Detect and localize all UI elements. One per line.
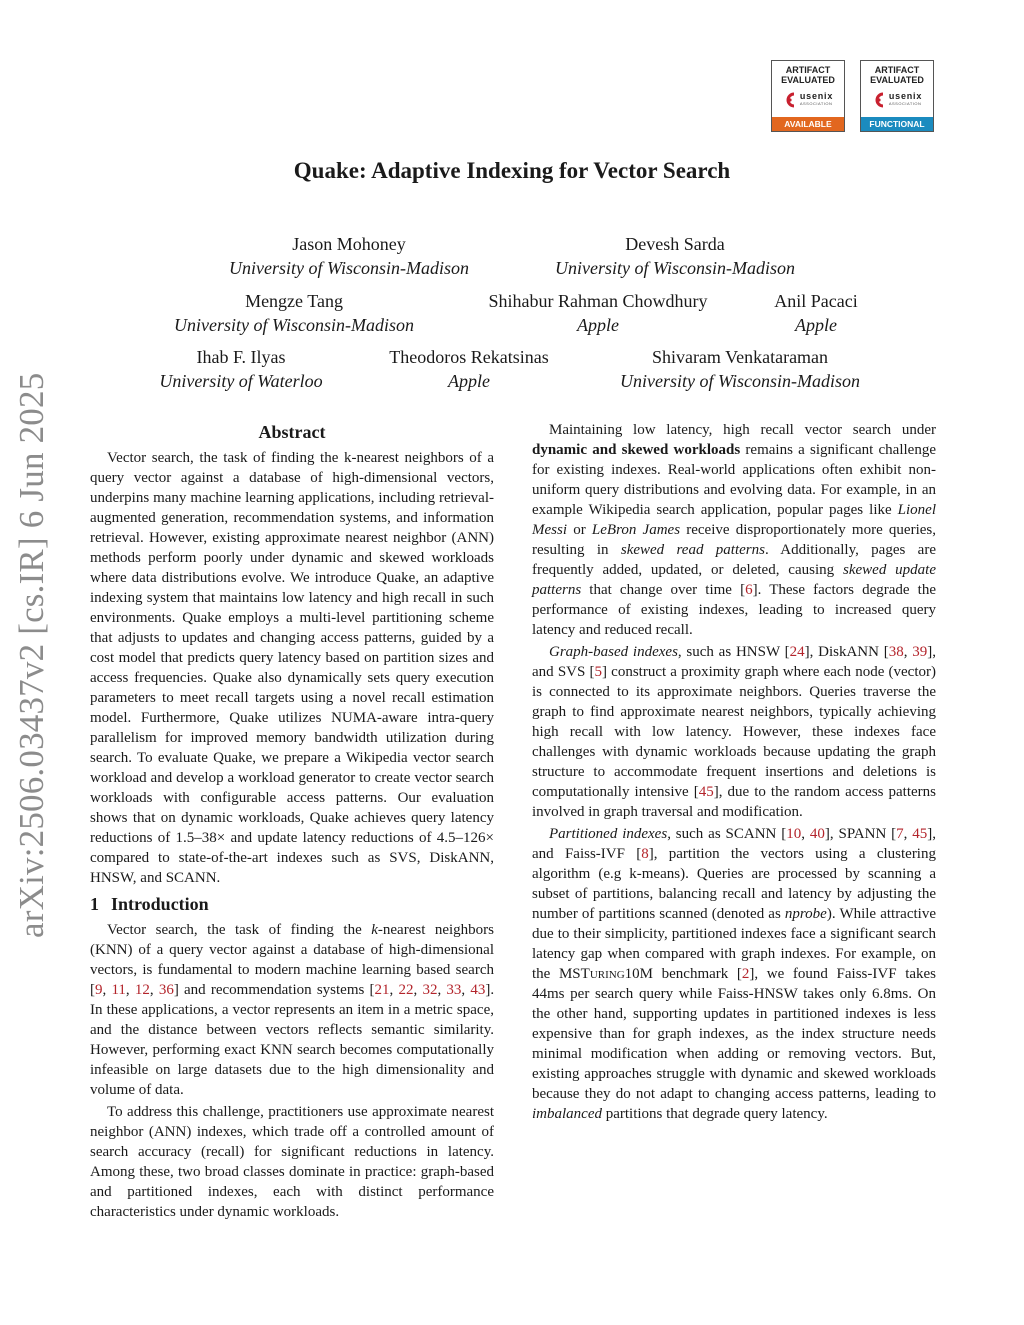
author-affiliation: University of Wisconsin-Madison — [174, 315, 414, 335]
author-block — [590, 345, 890, 393]
citation-link[interactable]: 43 — [470, 982, 486, 998]
citation-link[interactable]: 32 — [422, 982, 438, 998]
right-column — [532, 420, 936, 1124]
author-affiliation: University of Waterloo — [159, 371, 323, 391]
author-name: Anil Pacaci — [774, 291, 858, 311]
badge-org-sub: ASSOCIATION — [888, 101, 922, 106]
intro-paragraph-5: Partitioned indexes, such as SCANN [10, 40], SPANN [7, 45], and Faiss-IVF [8], partition the vectors using a clustering algorithm (e.g k-means). Queries are processed by scanning a subset of partitions, balancing recall and latency by adjusting the number of partitions scanned (denoted as nprobe). While attractive due to their simplicity, partitioned indexes face a significant search latency gap when compared with graph indexes. For example, on the MSTuring10M benchmark [2], we found Faiss-IVF takes 44ms per search query while Faiss-HNSW takes only 6.8ms. On the other hand, supporting updates in partitioned indexes is less expensive than for graph indexes, as the index structure needs minimal modification when adding or removing vectors. But, existing approaches struggle with dynamic and skewed workloads because they do not adapt to changing access patterns, leading to imbalanced partitions that degrade query latency. — [532, 826, 937, 1122]
citation-link[interactable]: 10 — [786, 826, 802, 842]
citation-link[interactable]: 38 — [888, 644, 904, 660]
section-number: 1 — [90, 894, 99, 914]
abstract-heading: Abstract — [258, 422, 326, 442]
citation-link[interactable]: 36 — [158, 982, 174, 998]
intro-paragraph-4: Graph-based indexes, such as HNSW [24], DiskANN [38, 39], and SVS [5] construct a proximity graph where each node (vector) is connected to its approximate neighbors. Queries traverse the graph to find approximate nearest neighbors, typically achieving high recall with low latency. However, these indexes face challenges with dynamic workloads because updating the graph structure to accommodate frequent insertions and deletions is computationally intensive [45], due to the random access patterns involved in graph traversal and modification. — [532, 644, 937, 820]
citation-link[interactable]: 5 — [594, 664, 602, 680]
paper-title: Quake: Adaptive Indexing for Vector Search — [293, 158, 731, 183]
badge-line1: ARTIFACT — [874, 65, 920, 75]
citation-link[interactable]: 9 — [95, 982, 103, 998]
citation-link[interactable]: 2 — [741, 966, 750, 982]
section-title: Introduction — [111, 894, 209, 914]
badge-status: FUNCTIONAL — [861, 117, 933, 131]
author-block — [144, 289, 444, 337]
badge-status: AVAILABLE — [772, 117, 844, 131]
artifact-badge-available — [771, 60, 845, 132]
usenix-logo-icon — [872, 92, 886, 108]
intro-paragraph-3: Maintaining low latency, high recall vector search under dynamic and skewed workloads remains a significant challenge for existing indexes. Real-world applications often exhibit non-uniform query distributions and evolving data. For example, in an example Wikipedia search application, popular pages like Lionel Messi or LeBron James receive disproportionately more queries, resulting in skewed read patterns. Additionally, pages are frequently added, updated, or deleted, causing skewed update patterns that change over time [6]. These factors degrade the performance of existing indexes, leading to increased query latency and reduced recall. — [532, 422, 937, 638]
badge-line1: ARTIFACT — [785, 65, 831, 75]
usenix-logo-icon — [783, 92, 797, 108]
badge-line2: EVALUATED — [870, 75, 924, 85]
author-affiliation: University of Wisconsin-Madison — [555, 258, 795, 278]
citation-link[interactable]: 40 — [809, 826, 825, 842]
citation-link[interactable]: 6 — [745, 582, 753, 598]
author-block — [136, 345, 346, 393]
author-block — [200, 232, 498, 280]
badge-line2: EVALUATED — [781, 75, 835, 85]
artifact-badge-functional — [860, 60, 934, 132]
author-affiliation: Apple — [577, 315, 619, 335]
author-name: Theodoros Rekatsinas — [389, 347, 549, 367]
citation-link[interactable]: 45 — [698, 784, 714, 800]
citation-link[interactable]: 45 — [912, 826, 928, 842]
author-affiliation: Apple — [795, 315, 837, 335]
intro-paragraph-2: To address this challenge, practitioners use approximate nearest neighbor (ANN) indexes, which trade off a controlled amount of search accuracy (recall) for significant reductions in latency. Among these, two broad classes dominate in practice: graph-based and partitioned indexes, each with distinct performance characteristics under dynamic workloads. — [90, 1104, 494, 1220]
left-column — [90, 420, 494, 1222]
citation-link[interactable]: 33 — [446, 982, 462, 998]
author-name: Mengze Tang — [245, 291, 343, 311]
author-name: Devesh Sarda — [625, 234, 725, 254]
abstract-text: Vector search, the task of finding the k-nearest neighbors of a query vector against a database of high-dimensional vectors, underpins many machine learning applications, including retrieval-augmented generation, recommendation systems, and information retrieval. However, existing approximate nearest neighbor (ANN) methods perform poorly under dynamic and skewed workloads where data distributions evolve. We introduce Quake, an adaptive indexing system that maintains low latency and high recall in such environments. Quake employs a multi-level partitioning scheme that adjusts to updates and changing access patterns, guided by a cost model that predicts query latency based on partition sizes and access frequencies. Quake also dynamically sets query execution parameters to meet recall targets using a novel recall estimation model. Furthermore, Quake utilizes NUMA-aware intra-query parallelism for improved memory bandwidth utilization during search. To evaluate Quake, we prepare a Wikipedia vector search workload and develop a workload generator to create vector search workloads with configurable access patterns. Our evaluation shows that on dynamic workloads, Quake achieves query latency reductions of 1.5–38× and update latency reductions of 4.5–126× compared to state-of-the-art indexes such as SVS, DiskANN, HNSW, and SCANN. — [90, 450, 494, 886]
author-block — [364, 345, 574, 393]
author-block — [526, 232, 824, 280]
author-affiliation: University of Wisconsin-Madison — [620, 371, 860, 391]
author-affiliation: Apple — [448, 371, 490, 391]
citation-link[interactable]: 7 — [896, 826, 904, 842]
section-heading-introduction — [90, 892, 494, 916]
citation-link[interactable]: 39 — [912, 644, 928, 660]
author-affiliation: University of Wisconsin-Madison — [229, 258, 469, 278]
arxiv-identifier: arXiv:2506.03437v2 [cs.IR] 6 Jun 2025 — [12, 372, 51, 938]
citation-link[interactable]: 21 — [374, 982, 390, 998]
citation-link[interactable]: 24 — [789, 644, 805, 660]
badge-org-sub: ASSOCIATION — [799, 101, 833, 106]
citation-link[interactable]: 12 — [134, 982, 150, 998]
author-block — [756, 289, 876, 337]
citation-link[interactable]: 11 — [111, 982, 126, 998]
citation-link[interactable]: 22 — [398, 982, 414, 998]
citation-link[interactable]: 8 — [641, 846, 649, 862]
author-block — [458, 289, 738, 337]
author-name: Shivaram Venkataraman — [651, 347, 829, 367]
author-name: Shihabur Rahman Chowdhury — [488, 291, 708, 311]
author-name: Ihab F. Ilyas — [196, 347, 286, 367]
intro-paragraph-1: Vector search, the task of finding the k-nearest neighbors (KNN) of a query vector against a database of high-dimensional vectors, is fundamental to modern machine learning based search [9, 11, 12, 36] and recommendation systems [21, 22, 32, 33, 43]. In these applications, a vector represents an item in a metric space, and the distance between vectors reflects semantic similarity. However, performing exact KNN search becomes computationally infeasible on large datasets due to the high dimensionality and volume of data. — [90, 922, 495, 1098]
badge-org: usenix — [888, 91, 923, 101]
badge-org: usenix — [799, 91, 834, 101]
author-name: Jason Mohoney — [292, 234, 406, 254]
